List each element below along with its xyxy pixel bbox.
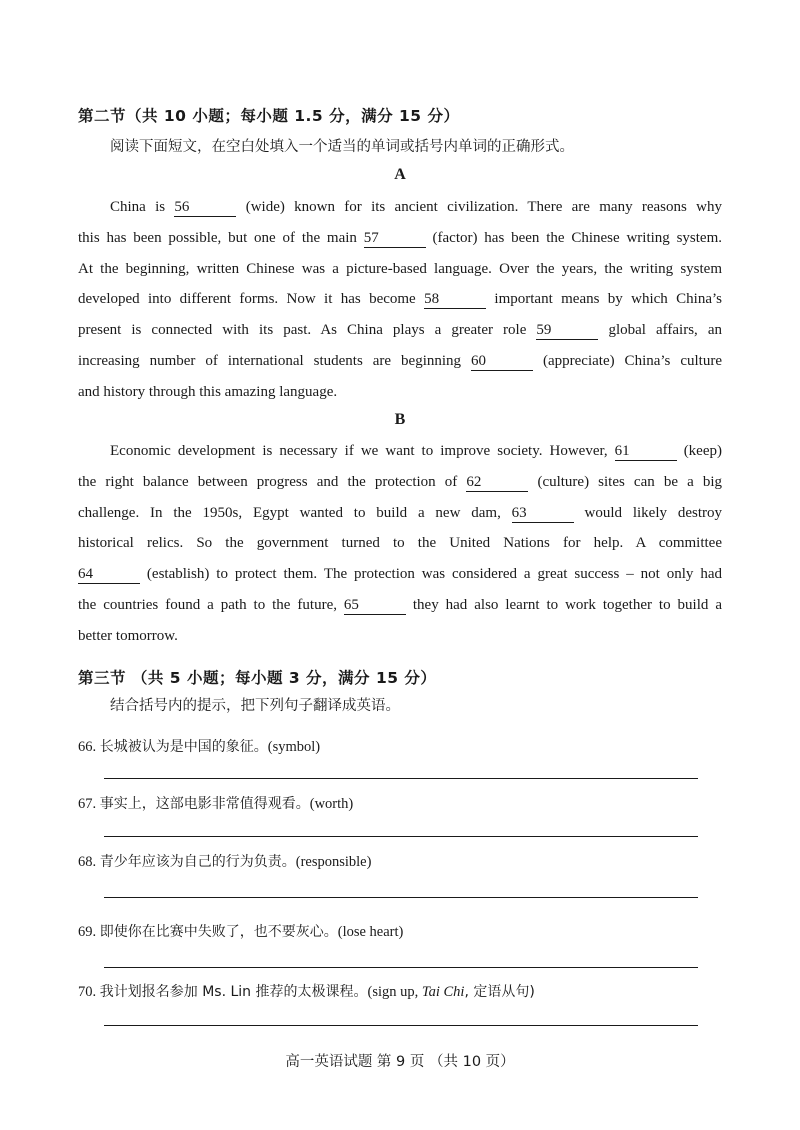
question-text: 我计划报名参加 Ms. Lin 推荐的太极课程。 [99,984,368,1000]
text-line [78,284,722,315]
question-69 [78,921,403,941]
page-footer: 高一英语试题 第 9 页 （共 10 页） [285,1054,515,1070]
text-run: increasing number of international students are beginning [78,352,472,369]
question-hint-italic: Tai Chi [421,984,465,1000]
blank-63[interactable]: 63 [512,505,574,523]
text-line [78,467,722,498]
blank-59[interactable]: 59 [536,322,598,340]
blank-56[interactable]: 56 [174,199,236,217]
text-line [78,254,722,285]
section-2-heading: 第二节（共 10 小题；每小题 1.5 分，满分 15 分） [78,107,460,125]
text-run: Economic development is necessary if we want to improve society. However, [110,443,615,459]
question-number: 66. [78,739,97,755]
question-68 [78,851,371,871]
question-text: 长城被认为是中国的象征。 [99,739,268,755]
question-hint-prefix: (sign up, [367,984,422,1000]
question-hint: (symbol) [267,739,321,755]
passage-a-text [78,192,722,408]
passage-b-text [78,436,722,652]
question-66 [78,736,320,756]
question-text: 即使你在比赛中失败了，也不要灰心。 [99,924,338,940]
text-run: challenge. In the 1950s, Egypt wanted to build a new dam, [78,504,512,521]
text-line [78,590,722,621]
text-run: (appreciate) China’s culture [533,352,723,369]
question-hint: (lose heart) [337,924,404,940]
text-line [78,498,722,529]
text-run: global affairs, an [598,322,722,339]
text-run: (factor) has been the Chinese writing system. [425,229,722,246]
text-line [78,346,722,377]
text-run: the countries found a path to the future, [78,596,344,613]
blank-64[interactable]: 64 [78,566,140,584]
question-text: 事实上，这部电影非常值得观看。 [99,796,310,812]
question-hint-suffix: , 定语从句) [464,984,535,1000]
text-run: (culture) sites can be a big [528,473,722,490]
section-3-heading: 第三节 （共 5 小题；每小题 3 分，满分 15 分） [78,669,437,687]
text-run: (establish) to protect them. The protection was considered a great success – not only had [140,566,722,583]
question-70 [78,981,535,1001]
question-number: 67. [78,796,97,812]
text-run: better tomorrow. [78,627,178,644]
text-line [78,377,722,408]
answer-line-67[interactable] [104,836,698,837]
question-number: 69. [78,924,97,940]
text-run: (wide) known for its ancient civilization. There are many reasons why [236,199,722,215]
answer-line-69[interactable] [104,967,698,968]
text-line [78,192,722,223]
answer-line-66[interactable] [104,778,698,779]
question-number: 68. [78,854,97,870]
text-run: would likely destroy [573,504,722,521]
text-run: important means by which China’s [486,291,722,308]
text-run: the right balance between progress and the protection of [78,473,467,490]
text-run: this has been possible, but one of the main [78,229,364,246]
text-run: At the beginning, written Chinese was a picture-based language. Over the years, the writing system [78,260,722,277]
answer-line-70[interactable] [104,1025,698,1026]
answer-line-68[interactable] [104,897,698,898]
section-3-instruction: 结合括号内的提示，把下列句子翻译成英语。 [110,698,400,714]
text-line [78,223,722,254]
text-run: present is connected with its past. As China plays a greater role [78,322,537,339]
blank-60[interactable]: 60 [471,353,533,371]
passage-b-label: B [394,411,406,428]
text-line [78,315,722,346]
text-run: historical relics. So the government turned to the United Nations for help. A committee [78,535,722,552]
section-2-instruction: 阅读下面短文，在空白处填入一个适当的单词或括号内单词的正确形式。 [110,139,574,155]
question-hint: (worth) [309,796,354,812]
text-line [78,621,722,652]
passage-a-label: A [394,166,406,183]
text-run: developed into different forms. Now it has become [78,291,425,308]
blank-61[interactable]: 61 [615,443,677,461]
blank-57[interactable]: 57 [364,230,426,248]
blank-62[interactable]: 62 [466,474,528,492]
text-run: they had also learnt to work together to build a [405,596,722,613]
blank-58[interactable]: 58 [424,291,486,309]
text-run: and history through this amazing language. [78,383,338,400]
text-line [78,436,722,467]
text-line [78,559,722,590]
text-run: (keep) [676,443,722,459]
question-text: 青少年应该为自己的行为负责。 [99,854,296,870]
question-67 [78,793,353,813]
question-hint: (responsible) [295,854,372,870]
text-line [78,528,722,559]
blank-65[interactable]: 65 [344,597,406,615]
question-number: 70. [78,984,97,1000]
text-run: China is [110,199,175,215]
